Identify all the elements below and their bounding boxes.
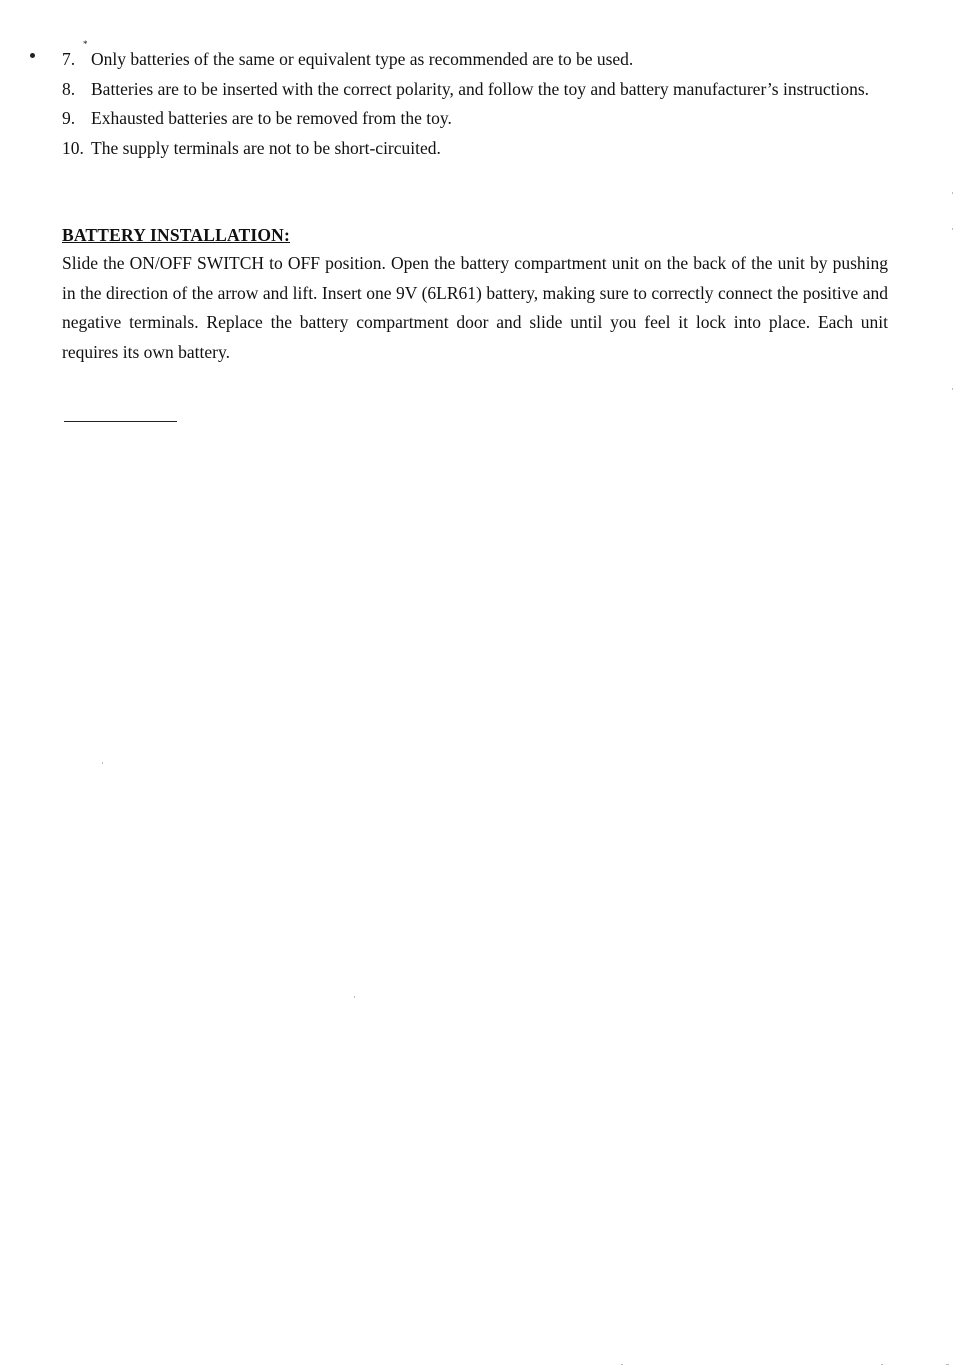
scan-speck [354, 996, 355, 998]
list-item-text: The supply terminals are not to be short-circuited. [91, 137, 441, 158]
scan-speck [946, 1364, 949, 1365]
list-item-number: 10. [62, 137, 84, 158]
scan-speck [952, 228, 953, 230]
list-item [62, 45, 888, 75]
margin-dot [30, 53, 35, 58]
list-item-text: Exhausted batteries are to be removed from the toy. [91, 108, 452, 128]
battery-safety-list [62, 45, 888, 163]
section-heading: BATTERY INSTALLATION: [62, 225, 291, 245]
footnote-divider [64, 421, 177, 422]
scan-speck [102, 762, 103, 764]
list-item-text: Only batteries of the same or equivalent type as recommended are to be used. [91, 49, 634, 69]
scan-speck [952, 388, 953, 390]
list-item-text: Batteries are to be inserted with the correct polarity, and follow the toy and battery manufacturer’s instructions. [91, 78, 870, 99]
list-item-number: 9. [62, 108, 76, 128]
scan-speck [621, 1364, 623, 1365]
list-item-number: 8. [62, 78, 76, 99]
asterisk-mark: * [83, 39, 88, 49]
list-item [62, 134, 888, 164]
installation-paragraph: Slide the ON/OFF SWITCH to OFF position. Open the battery compartment unit on the back of the unit by pushing in the direction of the arrow and lift. Insert one 9V (6LR61) battery, making sure to correctly connect the positive and negative terminals. Replace the battery compartment door and slide until you feel it lock into place. Each unit requires its own battery. [62, 253, 888, 362]
scan-speck [952, 192, 953, 194]
scan-speck [881, 1364, 883, 1365]
list-item-number: 7. [62, 49, 76, 69]
list-item [62, 104, 888, 134]
list-item [62, 75, 888, 105]
